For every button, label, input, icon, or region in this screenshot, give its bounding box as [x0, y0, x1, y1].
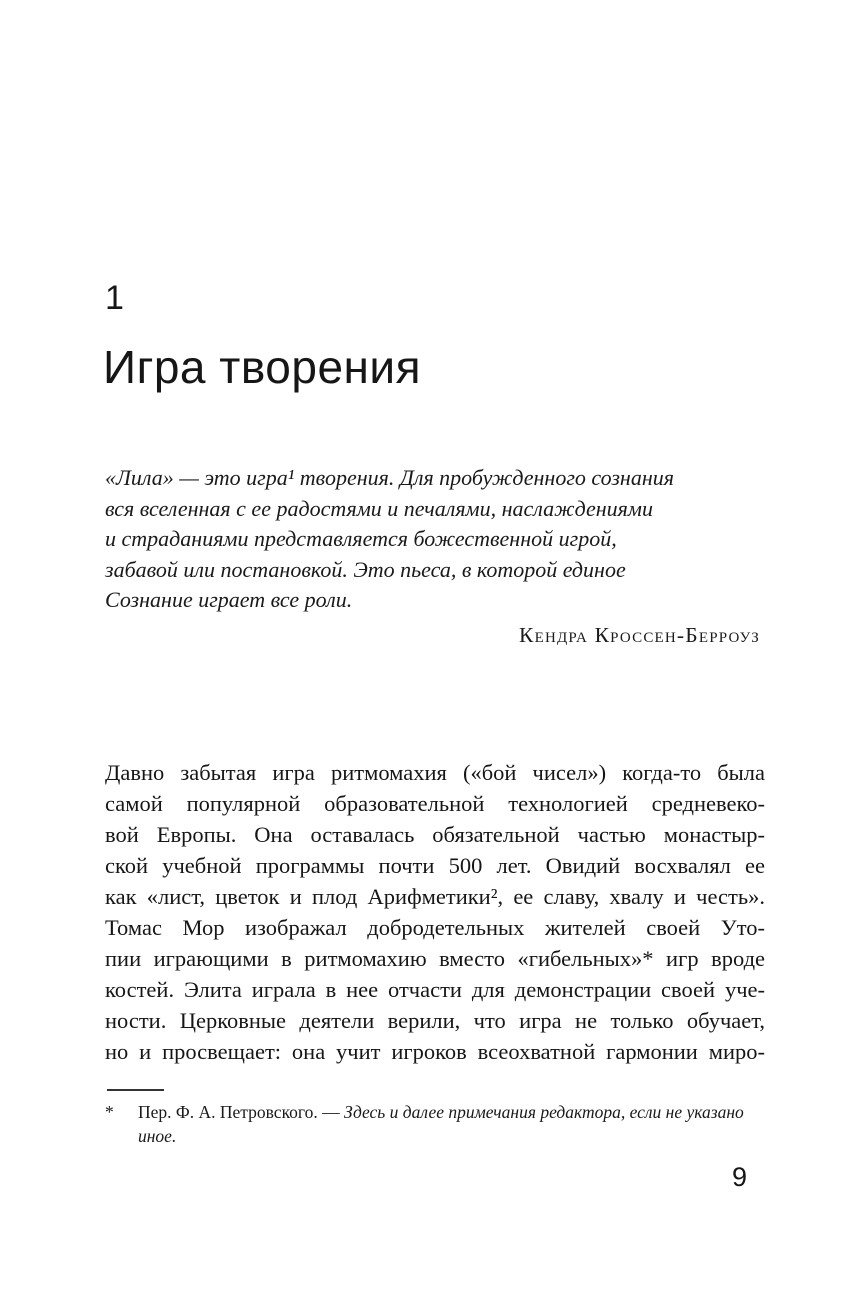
footnote [105, 1101, 765, 1148]
epigraph [105, 463, 725, 616]
footnote-divider [107, 1089, 164, 1091]
epigraph-attribution: Кендра Кроссен-Берроуз [519, 623, 760, 647]
body-text-line: вой Европы. Она оставалась обязательной частью монастыр- [105, 822, 765, 847]
body-text-line: костей. Элита играла в нее отчасти для демонстрации своей уче- [105, 977, 765, 1002]
body-text-line: Томас Мор изображал добродетельных жителей своей Уто- [105, 915, 765, 940]
epigraph-line: Сознание играет все роли. [105, 587, 353, 612]
epigraph-line: и страданиями представляется божественной игрой, [105, 526, 617, 551]
page-number: 9 [731, 1162, 747, 1192]
body-text [105, 757, 765, 1067]
footnote-marker: * [105, 1102, 114, 1122]
body-text-line: пии играющими в ритмомахию вместо «гибельных»* игр вроде [105, 946, 765, 971]
epigraph-line: «Лила» — это игра¹ творения. Для пробужденного сознания [105, 465, 674, 490]
epigraph-line: вся вселенная с ее радостями и печалями, наслаждениями [105, 495, 653, 521]
body-text-line: но и просвещает: она учит игроков всеохватной гармонии миро- [105, 1039, 765, 1064]
footnote-text [138, 1101, 765, 1148]
body-text-line: ской учебной программы почти 500 лет. Овидий восхвалял ее [105, 853, 765, 878]
footnote-lead: Пер. Ф. А. Петровского. — [138, 1102, 345, 1122]
body-text-line: как «лист, цветок и плод Арифметики², ее славу, хвалу и честь». [105, 884, 765, 909]
epigraph-line: забавой или постановкой. Это пьеса, в которой единое [105, 556, 626, 582]
body-text-line: Давно забытая игра ритмомахия («бой чисел») когда-то была [105, 760, 765, 785]
chapter-title: Игра творения [103, 341, 422, 393]
body-text-line: самой популярной образовательной технологией средневеко- [105, 791, 765, 816]
chapter-number: 1 [105, 279, 124, 317]
body-text-line: ности. Церковные деятели верили, что игра не только обучает, [105, 1008, 765, 1033]
footnote-note: Здесь и далее примечания редактора, если не указано иное. [138, 1102, 744, 1146]
